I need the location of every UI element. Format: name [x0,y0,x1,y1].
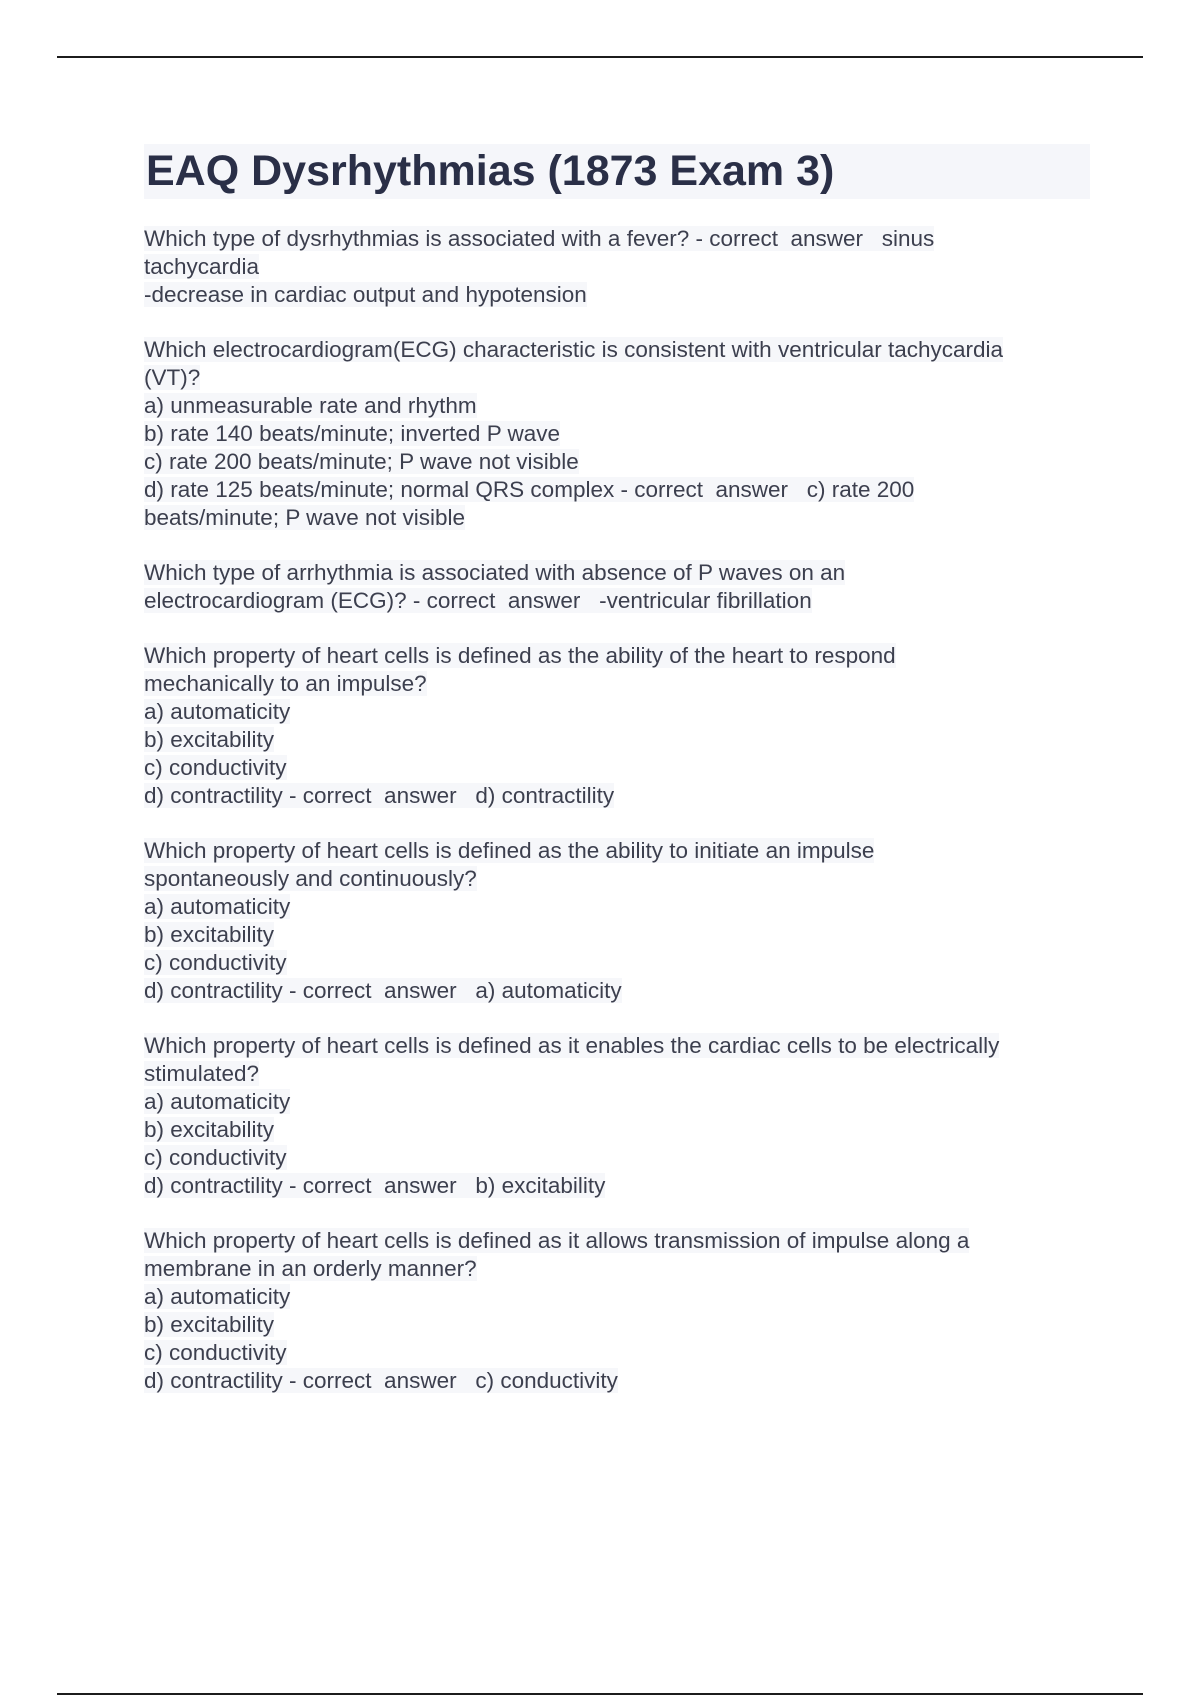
option-line: b) excitability [144,1117,275,1142]
question-line: Which property of heart cells is defined as the ability to initiate an impulse [144,838,875,863]
option-line: b) excitability [144,1312,275,1337]
qa-item-4 [144,642,1090,810]
answer-line: d) contractility - correct answer b) excitability [144,1173,606,1198]
option-line: a) automaticity [144,894,291,919]
qa-item-5 [144,837,1090,1005]
qa-item-1 [144,225,1090,309]
answer-line: electrocardiogram (ECG)? - correct answer -ventricular fibrillation [144,588,812,613]
top-divider [57,56,1143,58]
option-line: a) automaticity [144,699,291,724]
option-line: b) excitability [144,727,275,752]
question-line: Which type of arrhythmia is associated with absence of P waves on an [144,560,846,585]
question-line: mechanically to an impulse? [144,671,427,696]
question-line: stimulated? [144,1061,260,1086]
qa-item-3 [144,559,1090,615]
answer-line: -decrease in cardiac output and hypotension [144,282,587,307]
qa-item-2 [144,336,1090,532]
question-line: Which electrocardiogram(ECG) characteristic is consistent with ventricular tachycardia [144,337,1004,362]
qa-item-7 [144,1227,1090,1395]
question-line: tachycardia [144,254,260,279]
option-line: c) conductivity [144,1340,287,1365]
option-line: c) conductivity [144,950,287,975]
question-line: Which type of dysrhythmias is associated with a fever? - correct answer sinus [144,226,935,251]
question-line: Which property of heart cells is defined as it allows transmission of impulse along a [144,1228,970,1253]
page-title: EAQ Dysrhythmias (1873 Exam 3) [146,147,835,195]
answer-line: d) contractility - correct answer c) conductivity [144,1368,618,1393]
option-line: d) rate 125 beats/minute; normal QRS complex - correct answer c) rate 200 [144,477,915,502]
option-line: b) rate 140 beats/minute; inverted P wave [144,421,561,446]
option-line: c) conductivity [144,1145,287,1170]
answer-line: beats/minute; P wave not visible [144,505,466,530]
option-line: b) excitability [144,922,275,947]
title-band [144,144,1090,199]
option-line: c) rate 200 beats/minute; P wave not visible [144,449,579,474]
question-line: Which property of heart cells is defined as the ability of the heart to respond [144,643,896,668]
bottom-divider [57,1693,1143,1695]
document-body [144,144,1090,1422]
option-line: a) unmeasurable rate and rhythm [144,393,477,418]
option-line: a) automaticity [144,1089,291,1114]
question-line: (VT)? [144,365,201,390]
option-line: a) automaticity [144,1284,291,1309]
answer-line: d) contractility - correct answer a) automaticity [144,978,622,1003]
question-line: membrane in an orderly manner? [144,1256,477,1281]
qa-item-6 [144,1032,1090,1200]
question-line: spontaneously and continuously? [144,866,477,891]
option-line: c) conductivity [144,755,287,780]
question-line: Which property of heart cells is defined as it enables the cardiac cells to be electrically [144,1033,1000,1058]
answer-line: d) contractility - correct answer d) contractility [144,783,615,808]
